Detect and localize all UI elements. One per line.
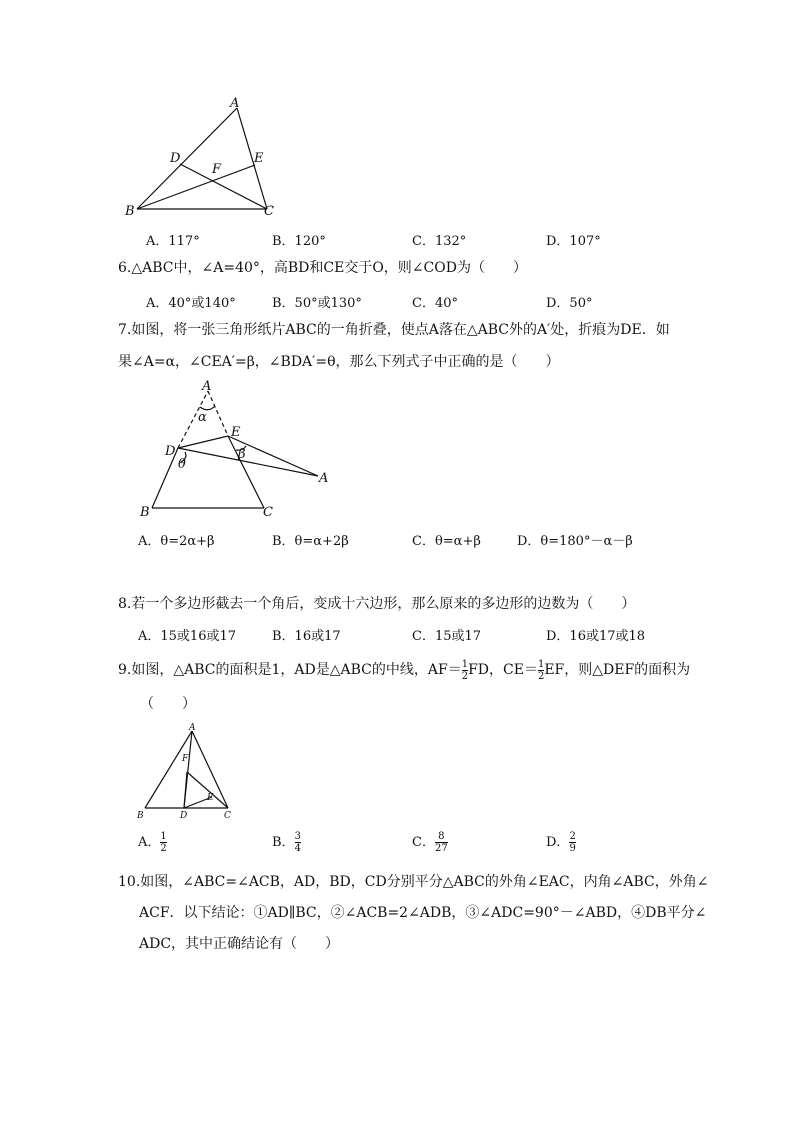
q7-label-e: E [231, 425, 241, 440]
q8-option-a[interactable]: A．15或16或17 [138, 629, 237, 644]
q9-option-b[interactable] [272, 831, 301, 854]
q5-figure [120, 92, 290, 222]
q9-option-d-label: D． [546, 835, 570, 850]
q7-label-b: B [140, 505, 150, 520]
q9-frac2-den: 2 [537, 670, 545, 682]
q9-figure [130, 718, 240, 824]
q9-option-a-den: 2 [160, 843, 167, 854]
q9-frac1-den: 2 [461, 670, 469, 682]
q10-stem-line2: ACF．以下结论：①AD∥BC，②∠ACB=2∠ADB，③∠ADC=90°－∠ABD，④DB平分∠ [139, 905, 707, 921]
q9-option-d-den: 9 [569, 843, 576, 854]
q9-option-c-num: 8 [438, 831, 445, 842]
q9-option-b-num: 3 [294, 831, 301, 842]
q9-option-c[interactable] [412, 831, 448, 854]
q8-option-c[interactable]: C．15或17 [412, 629, 482, 644]
q9-option-a-label: A． [138, 835, 161, 850]
q5-label-b: B [125, 204, 135, 219]
q9-option-b-label: B． [272, 835, 295, 850]
q9-label-f: F [182, 754, 189, 764]
q7-label-a-prime: A [319, 471, 329, 486]
q9-option-c-den: 27 [434, 843, 448, 854]
q7-option-b[interactable]: B．θ=α+2β [272, 534, 349, 549]
q5-label-d: D [170, 151, 181, 166]
q9-option-a-fraction [160, 831, 166, 854]
q8-option-d[interactable]: D．16或17或18 [546, 629, 646, 644]
q9-option-b-den: 4 [294, 843, 301, 854]
q9-label-d: D [180, 811, 188, 821]
q9-frac1-num: 1 [461, 658, 469, 670]
q7-option-d[interactable]: D．θ=180°－α－β [517, 534, 633, 549]
q7-label-alpha: α [198, 410, 207, 425]
q6-option-d[interactable]: D．50° [546, 296, 593, 311]
q9-option-a[interactable] [138, 831, 167, 854]
q7-stem-line2: 果∠A=α，∠CEA′=β，∠BDA′=θ，那么下列式子中正确的是（ ） [118, 354, 560, 370]
q5-label-a: A [230, 96, 240, 111]
q6-option-c[interactable]: C．40° [412, 296, 458, 311]
q8-option-b[interactable]: B．16或17 [272, 629, 341, 644]
q7-figure [130, 374, 340, 520]
q9-label-b: B [137, 811, 144, 821]
q9-stem [118, 656, 690, 684]
q5-option-a[interactable]: A．117° [146, 234, 200, 249]
q5-option-b[interactable]: B．120° [272, 234, 326, 249]
q7-label-a: A [202, 379, 212, 394]
q9-stem-part-a: 9.如图，△ABC的面积是1，AD是△ABC的中线，AF＝ [118, 662, 462, 678]
q7-label-c: C [263, 505, 273, 520]
q7-label-d: D [165, 444, 176, 459]
q9-stem-part-b: FD，CE＝ [468, 662, 538, 678]
q10-stem-line3: ADC，其中正确结论有（ ） [139, 936, 340, 952]
q5-label-e: E [254, 151, 264, 166]
q9-option-c-label: C． [412, 835, 435, 850]
q9-option-d[interactable] [546, 831, 576, 854]
q6-option-b[interactable]: B．50°或130° [272, 296, 362, 311]
q5-option-d[interactable]: D．107° [546, 234, 601, 249]
q7-stem-line1: 7.如图，将一张三角形纸片ABC的一角折叠，使点A落在△ABC外的A′处，折痕为DE．如 [118, 322, 670, 338]
q7-label-theta: θ [178, 457, 186, 472]
q5-option-c[interactable]: C．132° [412, 234, 467, 249]
q5-label-f: F [212, 162, 222, 177]
q9-option-c-fraction [435, 831, 448, 854]
q10-stem-line1: 10.如图，∠ABC=∠ACB，AD，BD，CD分别平分△ABC的外角∠EAC，内角∠ABC，外角∠ [118, 874, 709, 890]
q5-label-c: C [264, 204, 274, 219]
q6-option-a[interactable]: A．40°或140° [146, 296, 236, 311]
q6-stem: 6.△ABC中，∠A=40°，高BD和CE交于O，则∠COD为（ ） [118, 260, 527, 276]
q9-label-c: C [224, 811, 231, 821]
q9-option-b-fraction [295, 831, 301, 854]
q9-frac2-num: 1 [537, 658, 545, 670]
q7-label-beta: β [238, 447, 246, 462]
q9-label-a: A [189, 723, 196, 733]
q9-option-a-num: 1 [160, 831, 167, 842]
q9-option-d-fraction [569, 831, 575, 854]
q8-stem: 8.若一个多边形截去一个角后，变成十六边形，那么原来的多边形的边数为（ ） [118, 596, 636, 612]
q9-label-e: E [207, 793, 214, 803]
q9-stem-part-c: EF，则△DEF的面积为 [544, 662, 691, 678]
q9-option-d-num: 2 [569, 831, 576, 842]
q9-answer-paren: （ ） [140, 696, 196, 712]
q7-option-c[interactable]: C．θ=α+β [412, 534, 481, 549]
q7-option-a[interactable]: A．θ=2α+β [138, 534, 215, 549]
